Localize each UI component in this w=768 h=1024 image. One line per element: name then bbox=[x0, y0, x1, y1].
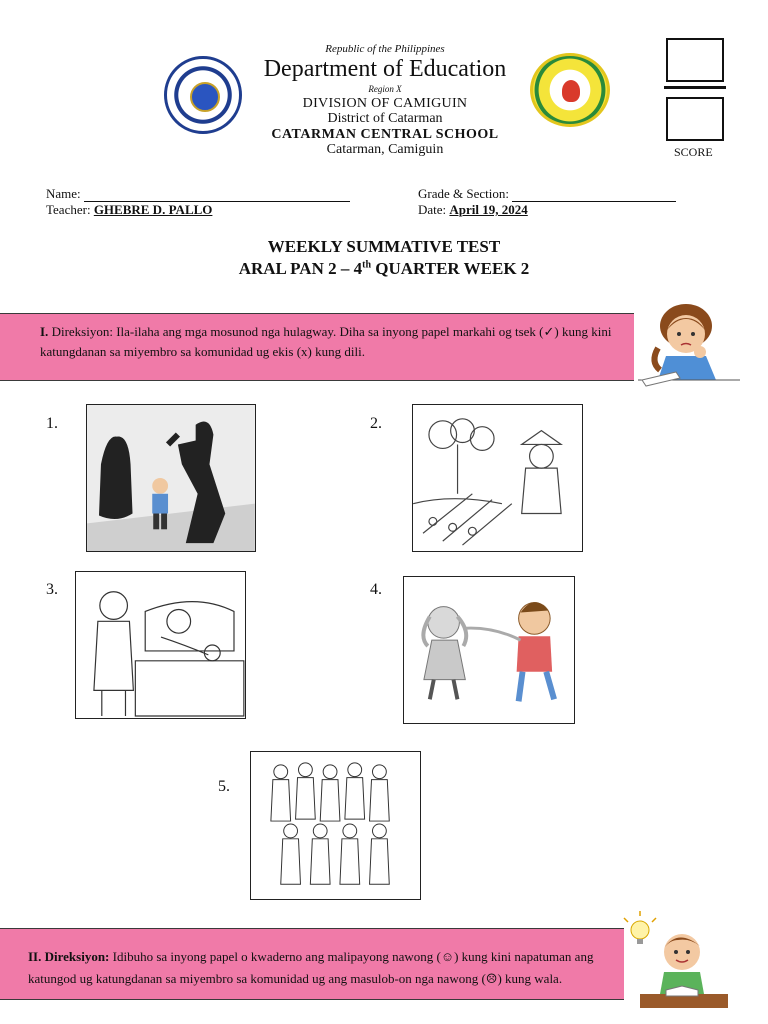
department-title: Department of Education bbox=[263, 56, 507, 82]
direction-1-box bbox=[0, 313, 634, 381]
direction-2-label: II. Direksiyon: bbox=[28, 949, 110, 964]
item-number-5: 5. bbox=[218, 778, 230, 795]
item-1-picture bbox=[86, 404, 256, 552]
region-text: Region X bbox=[368, 84, 402, 94]
name-label: Name: bbox=[46, 186, 81, 201]
item-3-picture bbox=[75, 571, 246, 719]
item-number-4: 4. bbox=[370, 581, 382, 598]
grade-row bbox=[418, 186, 676, 202]
item-number-2: 2. bbox=[370, 415, 382, 432]
score-box-obtained[interactable] bbox=[666, 38, 724, 82]
item-number-3: 3. bbox=[46, 581, 58, 598]
score-box-total[interactable] bbox=[666, 97, 724, 141]
test-title: WEEKLY SUMMATIVE TEST bbox=[267, 237, 501, 256]
subtitle-sup: th bbox=[362, 259, 372, 271]
school-name: CATARMAN CENTRAL SCHOOL bbox=[271, 127, 499, 142]
district-text: District of Catarman bbox=[327, 111, 443, 126]
teacher-value: GHEBRE D. PALLO bbox=[93, 202, 213, 217]
item-2-picture bbox=[412, 404, 583, 552]
date-label: Date: bbox=[418, 202, 447, 217]
grade-field[interactable] bbox=[512, 189, 676, 202]
score-divider bbox=[664, 86, 726, 89]
teacher-row bbox=[46, 202, 212, 218]
score-label: SCORE bbox=[674, 145, 713, 159]
direction-1-label: I. bbox=[40, 324, 49, 339]
division-text: DIVISION OF CAMIGUIN bbox=[302, 96, 468, 111]
name-field[interactable] bbox=[84, 189, 350, 202]
teacher-label: Teacher: bbox=[46, 202, 91, 217]
subtitle-suffix: QUARTER WEEK 2 bbox=[371, 259, 530, 278]
direction-2-text: Idibuho sa inyong papel o kwaderno ang malipayong nawong (☺) kung kini napatuman ang katungod ug katungdanan sa miyembro sa komunidad ug ang masulob-on nga nawong (☹) kung wala. bbox=[28, 949, 594, 986]
item-5-picture bbox=[250, 751, 421, 900]
grade-label: Grade & Section: bbox=[418, 186, 509, 201]
date-row bbox=[418, 202, 528, 218]
name-row bbox=[46, 186, 350, 202]
republic-text: Republic of the Philippines bbox=[325, 43, 445, 55]
direction-2-box bbox=[0, 928, 624, 1000]
town-text: Catarman, Camiguin bbox=[326, 142, 444, 157]
school-seal-logo bbox=[530, 53, 610, 127]
date-value: April 19, 2024 bbox=[449, 202, 528, 217]
test-subtitle bbox=[0, 259, 768, 279]
item-number-1: 1. bbox=[46, 415, 58, 432]
deped-seal-logo bbox=[164, 56, 242, 134]
thinking-girl-illustration bbox=[636, 300, 742, 398]
item-4-picture bbox=[403, 576, 575, 724]
direction-1-text: Direksiyon: Ila-ilaha ang mga mosunod nga hulagway. Diha sa inyong papel markahi og tsek (✓) kung kini katungdanan sa miyembro sa komunidad ug ekis (x) kung dili. bbox=[40, 324, 612, 359]
boy-idea-illustration bbox=[620, 910, 732, 1014]
subtitle-prefix: ARAL PAN 2 – 4 bbox=[238, 259, 363, 278]
